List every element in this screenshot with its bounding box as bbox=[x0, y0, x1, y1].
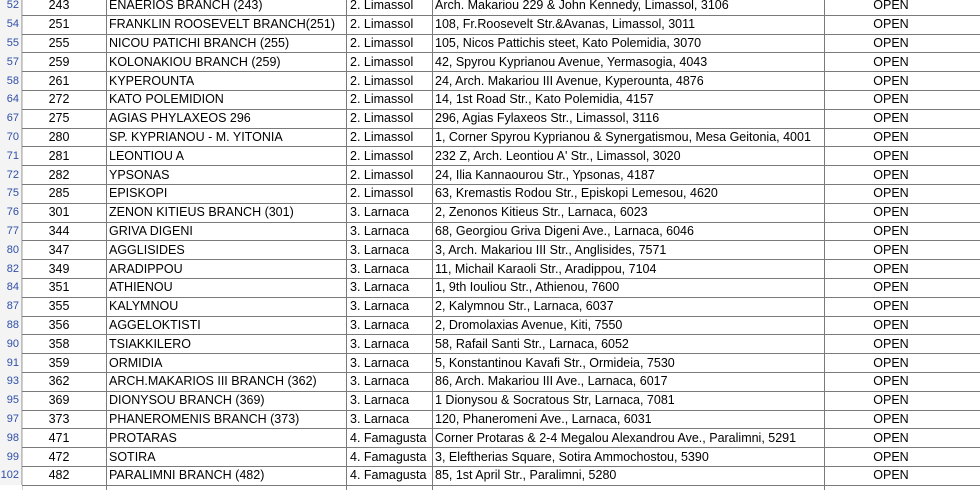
branch-name-cell[interactable]: ARCH.MAKARIOS III BRANCH (362) bbox=[109, 374, 317, 389]
branch-code-cell[interactable]: 358 bbox=[48, 336, 70, 351]
address-cell[interactable]: 11, Michail Karaoli Str., Aradippou, 7104 bbox=[435, 261, 657, 276]
address-cell[interactable]: 42, Spyrou Kyprianou Avenue, Yermasogia, 4043 bbox=[435, 54, 708, 69]
table-row[interactable] bbox=[0, 34, 980, 53]
branch-code-cell[interactable]: 482 bbox=[48, 468, 70, 483]
branch-name-cell[interactable]: ZENON KITIEUS BRANCH (301) bbox=[109, 205, 294, 220]
table-row[interactable] bbox=[0, 165, 980, 184]
row-number-header[interactable]: 71 bbox=[0, 146, 22, 165]
branch-name-cell[interactable]: PHANEROMENIS BRANCH (373) bbox=[109, 411, 300, 426]
branch-name-cell[interactable]: NICOU PATICHI BRANCH (255) bbox=[109, 35, 290, 50]
row-number-header[interactable]: 88 bbox=[0, 316, 22, 335]
row-number-header[interactable]: 64 bbox=[0, 90, 22, 109]
address-cell[interactable]: 2, Dromolaxias Avenue, Kiti, 7550 bbox=[435, 317, 623, 332]
table-row[interactable] bbox=[0, 203, 980, 222]
district-cell[interactable]: 2. Limassol bbox=[350, 92, 414, 107]
address-cell[interactable]: 86, Arch. Makariou III Ave., Larnaca, 6017 bbox=[435, 374, 668, 389]
row-number-header[interactable]: 75 bbox=[0, 184, 22, 203]
branch-name-cell[interactable]: TSIAKKILERO bbox=[109, 336, 191, 351]
address-cell[interactable]: 2, Kalymnou Str., Larnaca, 6037 bbox=[435, 299, 614, 314]
branch-code-cell[interactable]: 243 bbox=[48, 0, 70, 13]
address-cell[interactable]: 105, Nicos Pattichis steet, Kato Polemidia, 3070 bbox=[435, 35, 702, 50]
branch-code-cell[interactable]: 356 bbox=[48, 317, 70, 332]
address-cell[interactable]: Corner Protaras & 2-4 Megalou Alexandrou Ave., Paralimni, 5291 bbox=[435, 430, 797, 445]
district-cell[interactable]: 3. Larnaca bbox=[350, 242, 410, 257]
row-number-header[interactable]: 77 bbox=[0, 222, 22, 241]
branch-name-cell[interactable]: GRIVA DIGENI bbox=[109, 223, 193, 238]
address-cell[interactable]: 24, Arch. Makariou III Avenue, Kyperounta, 4876 bbox=[435, 73, 704, 88]
status-cell[interactable]: OPEN bbox=[873, 336, 909, 351]
address-cell[interactable]: 68, Georgiou Griva Digeni Ave., Larnaca, 6046 bbox=[435, 223, 694, 238]
table-row[interactable] bbox=[0, 146, 980, 165]
table-row[interactable] bbox=[0, 372, 980, 391]
status-cell[interactable]: OPEN bbox=[873, 0, 909, 13]
branch-code-cell[interactable]: 471 bbox=[48, 430, 70, 445]
branch-name-cell[interactable]: DIONYSOU BRANCH (369) bbox=[109, 393, 265, 408]
status-cell[interactable]: OPEN bbox=[873, 449, 909, 464]
district-cell[interactable]: 3. Larnaca bbox=[350, 205, 410, 220]
row-number-header[interactable]: 80 bbox=[0, 240, 22, 259]
district-cell[interactable]: 3. Larnaca bbox=[350, 411, 410, 426]
branch-name-cell[interactable]: KOLONAKIOU BRANCH (259) bbox=[109, 54, 281, 69]
branch-name-cell[interactable]: ENAERIOS BRANCH (243) bbox=[109, 0, 263, 13]
row-number-header[interactable]: 52 bbox=[0, 0, 22, 15]
district-cell[interactable]: 2. Limassol bbox=[350, 129, 414, 144]
branch-name-cell[interactable]: ARADIPPOU bbox=[109, 261, 183, 276]
status-cell[interactable]: OPEN bbox=[873, 17, 909, 32]
branch-name-cell[interactable]: SP. KYPRIANOU - M. YITONIA bbox=[109, 129, 283, 144]
branch-code-cell[interactable]: 344 bbox=[48, 223, 70, 238]
row-number-header[interactable]: 99 bbox=[0, 447, 22, 466]
district-cell[interactable]: 2. Limassol bbox=[350, 111, 414, 126]
table-row[interactable] bbox=[0, 128, 980, 147]
row-number-header[interactable]: 76 bbox=[0, 203, 22, 222]
branch-name-cell[interactable]: EPISKOPI bbox=[109, 186, 168, 201]
address-cell[interactable]: 58, Rafail Santi Str., Larnaca, 6052 bbox=[435, 336, 629, 351]
address-cell[interactable]: Arch. Makariou 229 & John Kennedy, Limassol, 3106 bbox=[435, 0, 729, 13]
district-cell[interactable]: 3. Larnaca bbox=[350, 355, 410, 370]
status-cell[interactable]: OPEN bbox=[873, 35, 909, 50]
branch-code-cell[interactable]: 282 bbox=[48, 167, 70, 182]
status-cell[interactable]: OPEN bbox=[873, 261, 909, 276]
status-cell[interactable]: OPEN bbox=[873, 148, 909, 163]
status-cell[interactable]: OPEN bbox=[873, 92, 909, 107]
row-number-header[interactable]: 57 bbox=[0, 52, 22, 71]
status-cell[interactable]: OPEN bbox=[873, 242, 909, 257]
branch-name-cell[interactable]: SOTIRA bbox=[109, 449, 156, 464]
status-cell[interactable]: OPEN bbox=[873, 186, 909, 201]
address-cell[interactable]: 296, Agias Fylaxeos Str., Limassol, 3116 bbox=[435, 111, 660, 126]
table-row[interactable] bbox=[0, 222, 980, 241]
address-cell[interactable]: 120, Phaneromeni Ave., Larnaca, 6031 bbox=[435, 411, 652, 426]
district-cell[interactable]: 3. Larnaca bbox=[350, 336, 410, 351]
address-cell[interactable]: 232 Z, Arch. Leontiou A' Str., Limassol, 3020 bbox=[435, 148, 681, 163]
branch-code-cell[interactable]: 272 bbox=[48, 92, 70, 107]
table-row[interactable] bbox=[0, 109, 980, 128]
branch-name-cell[interactable]: KALYMNOU bbox=[109, 299, 179, 314]
branch-code-cell[interactable]: 281 bbox=[48, 148, 70, 163]
branch-name-cell[interactable]: KYPEROUNTA bbox=[109, 73, 195, 88]
branch-name-cell[interactable]: ORMIDIA bbox=[109, 355, 163, 370]
status-cell[interactable]: OPEN bbox=[873, 299, 909, 314]
address-cell[interactable]: 1, 9th Iouliou Str., Athienou, 7600 bbox=[435, 280, 620, 295]
branch-code-cell[interactable]: 251 bbox=[48, 17, 70, 32]
branch-name-cell[interactable]: LEONTIOU A bbox=[109, 148, 185, 163]
row-divider bbox=[22, 485, 980, 486]
status-cell[interactable]: OPEN bbox=[873, 393, 909, 408]
status-cell[interactable]: OPEN bbox=[873, 129, 909, 144]
status-cell[interactable]: OPEN bbox=[873, 411, 909, 426]
branch-code-cell[interactable]: 259 bbox=[48, 54, 70, 69]
table-row[interactable] bbox=[0, 52, 980, 71]
address-cell[interactable]: 14, 1st Road Str., Kato Polemidia, 4157 bbox=[435, 92, 654, 107]
branch-code-cell[interactable]: 301 bbox=[48, 205, 70, 220]
table-row[interactable] bbox=[0, 278, 980, 297]
district-cell[interactable]: 2. Limassol bbox=[350, 17, 414, 32]
row-number-header[interactable]: 93 bbox=[0, 372, 22, 391]
row-number-header[interactable]: 90 bbox=[0, 334, 22, 353]
district-cell[interactable]: 2. Limassol bbox=[350, 0, 414, 13]
status-cell[interactable]: OPEN bbox=[873, 317, 909, 332]
row-number-header[interactable]: 55 bbox=[0, 34, 22, 53]
branch-name-cell[interactable]: AGGELOKTISTI bbox=[109, 317, 201, 332]
branch-code-cell[interactable]: 362 bbox=[48, 374, 70, 389]
district-cell[interactable]: 3. Larnaca bbox=[350, 299, 410, 314]
row-number-header[interactable]: 82 bbox=[0, 259, 22, 278]
district-cell[interactable]: 2. Limassol bbox=[350, 186, 414, 201]
table-row[interactable] bbox=[0, 259, 980, 278]
district-cell[interactable]: 2. Limassol bbox=[350, 148, 414, 163]
row-number-header[interactable]: 87 bbox=[0, 297, 22, 316]
branch-name-cell[interactable]: FRANKLIN ROOSEVELT BRANCH(251) bbox=[109, 17, 335, 32]
district-cell[interactable]: 3. Larnaca bbox=[350, 223, 410, 238]
row-number-header[interactable]: 102 bbox=[0, 466, 22, 485]
row-number-header[interactable]: 84 bbox=[0, 278, 22, 297]
address-cell[interactable]: 5, Konstantinou Kavafi Str., Ormideia, 7530 bbox=[435, 355, 675, 370]
status-cell[interactable]: OPEN bbox=[873, 167, 909, 182]
table-row[interactable] bbox=[0, 316, 980, 335]
status-cell[interactable]: OPEN bbox=[873, 223, 909, 238]
row-number-header[interactable]: 58 bbox=[0, 71, 22, 90]
row-number-header[interactable]: 72 bbox=[0, 165, 22, 184]
district-cell[interactable]: 3. Larnaca bbox=[350, 374, 410, 389]
address-cell[interactable]: 63, Kremastis Rodou Str., Episkopi Lemesou, 4620 bbox=[435, 186, 718, 201]
table-row[interactable] bbox=[0, 0, 980, 15]
branch-code-cell[interactable]: 280 bbox=[48, 129, 70, 144]
district-cell[interactable]: 4. Famagusta bbox=[350, 449, 427, 464]
address-cell[interactable]: 3, Arch. Makariou III Str., Anglisides, 7571 bbox=[435, 242, 667, 257]
address-cell[interactable]: 3, Eleftherias Square, Sotira Ammochostou, 5390 bbox=[435, 449, 709, 464]
table-row[interactable] bbox=[0, 184, 980, 203]
status-cell[interactable]: OPEN bbox=[873, 374, 909, 389]
district-cell[interactable]: 3. Larnaca bbox=[350, 280, 410, 295]
table-row[interactable] bbox=[0, 447, 980, 466]
branch-code-cell[interactable]: 472 bbox=[48, 449, 70, 464]
table-row[interactable] bbox=[0, 297, 980, 316]
row-number-header[interactable]: 70 bbox=[0, 128, 22, 147]
address-cell[interactable]: 2, Zenonos Kitieus Str., Larnaca, 6023 bbox=[435, 205, 648, 220]
table-row[interactable] bbox=[0, 334, 980, 353]
branch-code-cell[interactable]: 373 bbox=[48, 411, 70, 426]
table-row[interactable] bbox=[0, 240, 980, 259]
district-cell[interactable]: 3. Larnaca bbox=[350, 393, 410, 408]
district-cell[interactable]: 4. Famagusta bbox=[350, 430, 427, 445]
row-number-header[interactable]: 54 bbox=[0, 15, 22, 34]
status-cell[interactable]: OPEN bbox=[873, 430, 909, 445]
branch-code-cell[interactable]: 261 bbox=[48, 73, 70, 88]
address-cell[interactable]: 85, 1st April Str., Paralimni, 5280 bbox=[435, 468, 617, 483]
status-cell[interactable]: OPEN bbox=[873, 54, 909, 69]
branch-code-cell[interactable]: 255 bbox=[48, 35, 70, 50]
row-number-header[interactable]: 98 bbox=[0, 428, 22, 447]
status-cell[interactable]: OPEN bbox=[873, 111, 909, 126]
row-number-header[interactable]: 91 bbox=[0, 353, 22, 372]
district-cell[interactable]: 2. Limassol bbox=[350, 35, 414, 50]
table-row[interactable] bbox=[0, 466, 980, 485]
branch-name-cell[interactable]: PROTARAS bbox=[109, 430, 177, 445]
branch-name-cell[interactable]: ATHIENOU bbox=[109, 280, 173, 295]
branch-code-cell[interactable]: 369 bbox=[48, 393, 70, 408]
branch-code-cell[interactable]: 285 bbox=[48, 186, 70, 201]
table-row[interactable] bbox=[0, 15, 980, 34]
branch-name-cell[interactable]: PARALIMNI BRANCH (482) bbox=[109, 468, 265, 483]
row-number-header[interactable]: 67 bbox=[0, 109, 22, 128]
branch-code-cell[interactable]: 275 bbox=[48, 111, 70, 126]
table-row[interactable] bbox=[0, 410, 980, 429]
address-cell[interactable]: 1, Corner Spyrou Kyprianou & Synergatismou, Mesa Geitonia, 4001 bbox=[435, 129, 811, 144]
district-cell[interactable]: 2. Limassol bbox=[350, 54, 414, 69]
branch-code-cell[interactable]: 349 bbox=[48, 261, 70, 276]
branch-code-cell[interactable]: 351 bbox=[48, 280, 70, 295]
table-row[interactable] bbox=[0, 90, 980, 109]
status-cell[interactable]: OPEN bbox=[873, 73, 909, 88]
branch-name-cell[interactable]: AGIAS PHYLAXEOS 296 bbox=[109, 111, 251, 126]
status-cell[interactable]: OPEN bbox=[873, 280, 909, 295]
branch-name-cell[interactable]: AGGLISIDES bbox=[109, 242, 185, 257]
table-row[interactable] bbox=[0, 391, 980, 410]
address-cell[interactable]: 24, Ilia Kannaourou Str., Ypsonas, 4187 bbox=[435, 167, 655, 182]
branch-code-cell[interactable]: 355 bbox=[48, 299, 70, 314]
branch-code-cell[interactable]: 359 bbox=[48, 355, 70, 370]
branch-name-cell[interactable]: KATO POLEMIDION bbox=[109, 92, 224, 107]
district-cell[interactable]: 3. Larnaca bbox=[350, 317, 410, 332]
status-cell[interactable]: OPEN bbox=[873, 355, 909, 370]
table-row[interactable] bbox=[0, 353, 980, 372]
table-row[interactable] bbox=[0, 428, 980, 447]
row-number-header[interactable]: 95 bbox=[0, 391, 22, 410]
address-cell[interactable]: 1 Dionysou & Socratous Str, Larnaca, 7081 bbox=[435, 393, 675, 408]
district-cell[interactable]: 2. Limassol bbox=[350, 73, 414, 88]
district-cell[interactable]: 3. Larnaca bbox=[350, 261, 410, 276]
branch-code-cell[interactable]: 347 bbox=[48, 242, 70, 257]
branch-name-cell[interactable]: YPSONAS bbox=[109, 167, 170, 182]
status-cell[interactable]: OPEN bbox=[873, 205, 909, 220]
district-cell[interactable]: 2. Limassol bbox=[350, 167, 414, 182]
address-cell[interactable]: 108, Fr.Roosevelt Str.&Avanas, Limassol, 3011 bbox=[435, 17, 696, 32]
district-cell[interactable]: 4. Famagusta bbox=[350, 468, 427, 483]
row-number-header[interactable]: 97 bbox=[0, 410, 22, 429]
status-cell[interactable]: OPEN bbox=[873, 468, 909, 483]
table-row[interactable] bbox=[0, 71, 980, 90]
